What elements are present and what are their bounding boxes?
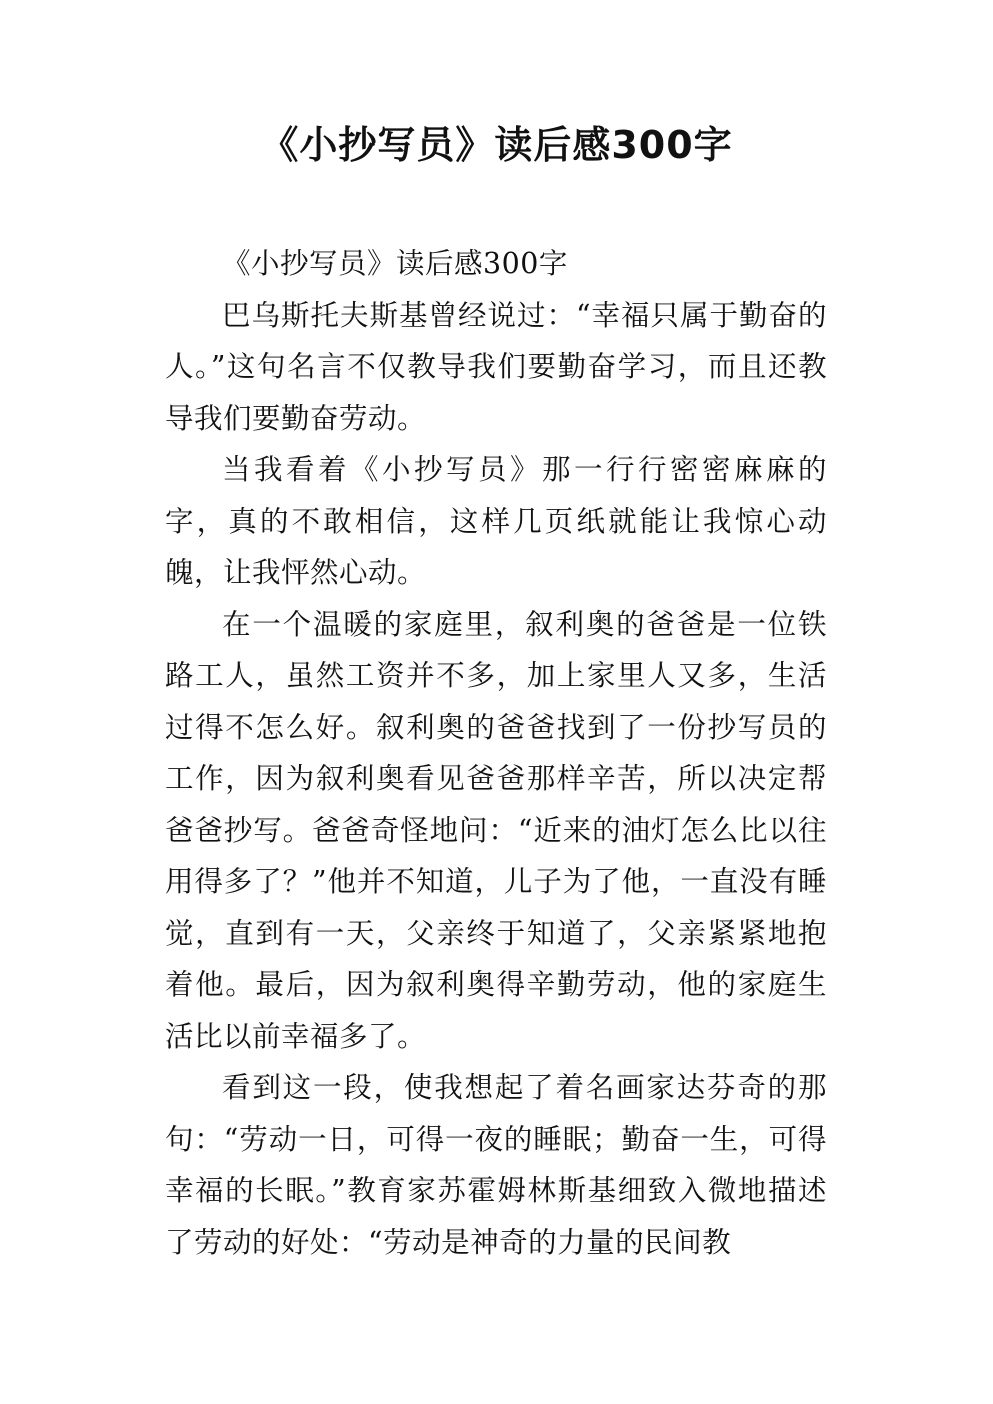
document-title: 《小抄写员》读后感300字 [260,123,733,167]
paragraph-subtitle: 《小抄写员》读后感300字 [222,247,568,280]
document-body [165,238,827,1268]
paragraph: 巴乌斯托夫斯基曾经说过：“幸福只属于勤奋的人。”这句名言不仅教导我们要勤奋学习，而且还教导我们要勤奋劳动。 [165,298,827,435]
paragraph: 在一个温暖的家庭里，叙利奥的爸爸是一位铁路工人，虽然工资并不多，加上家里人又多，生活过得不怎么好。叙利奥的爸爸找到了一份抄写员的工作，因为叙利奥看见爸爸那样辛苦，所以决定帮爸爸抄写。爸爸奇怪地问：“近来的油灯怎么比以往用得多了？”他并不知道，儿子为了他，一直没有睡觉，直到有一天，父亲终于知道了，父亲紧紧地抱着他。最后，因为叙利奥得辛勤劳动，他的家庭生活比以前幸福多了。 [165,607,827,1053]
paragraph: 当我看着《小抄写员》那一行行密密麻麻的字，真的不敢相信，这样几页纸就能让我惊心动魄，让我怦然心动。 [165,453,827,589]
paragraph: 看到这一段，使我想起了着名画家达芬奇的那句：“劳动一日，可得一夜的睡眠；勤奋一生，可得幸福的长眠。”教育家苏霍姆林斯基细致入微地描述了劳动的好处：“劳动是神奇的力量的民间教 [165,1071,827,1259]
